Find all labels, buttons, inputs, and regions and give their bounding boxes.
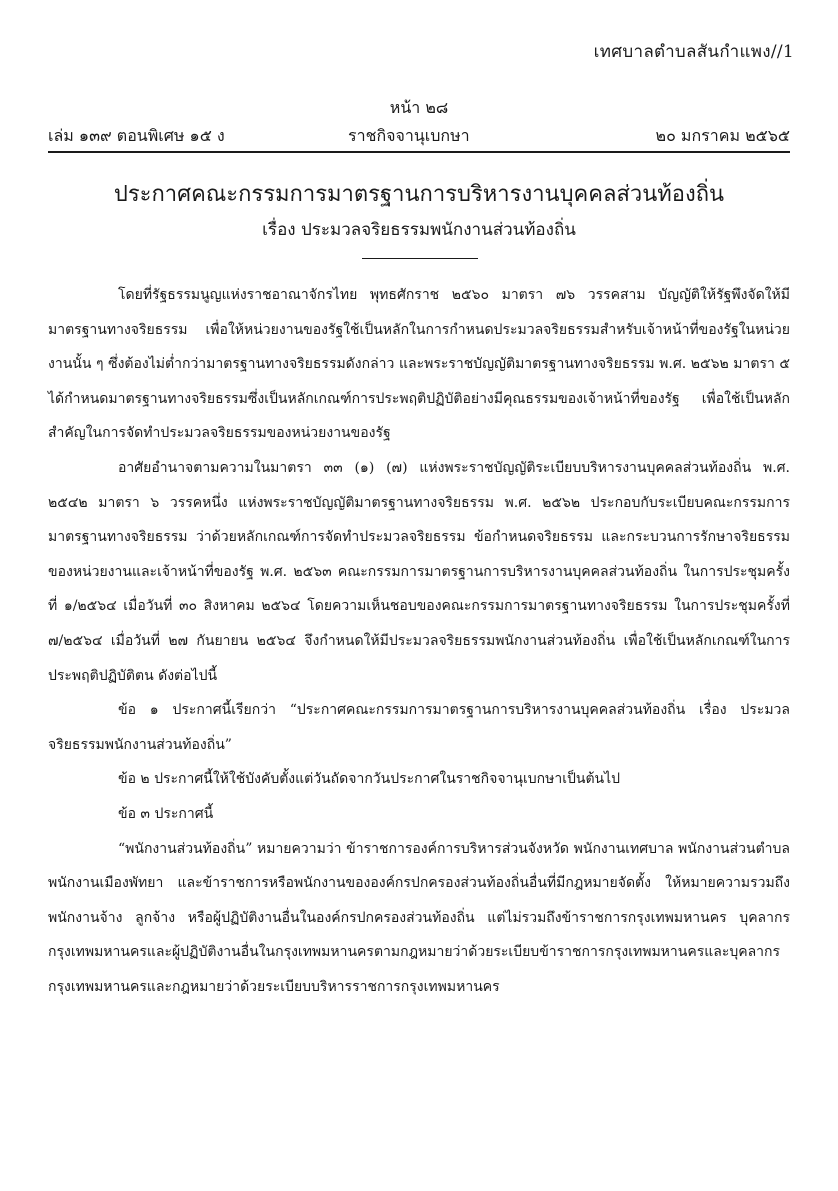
- volume-info: เล่ม ๑๓๙ ตอนพิเศษ ๑๕ ง: [48, 126, 225, 145]
- clause-3: ข้อ ๓ ประกาศนี้: [118, 805, 214, 822]
- announcement-subject: เรื่อง ประมวลจริยธรรมพนักงานส่วนท้องถิ่น: [262, 220, 576, 240]
- clause-2: ข้อ ๒ ประกาศนี้ให้ใช้บังคับตั้งแต่วันถัดจากวันประกาศในราชกิจจานุเบกษาเป็นต้นไป: [118, 771, 621, 788]
- paragraph-authority: อาศัยอำนาจตามความในมาตรา ๓๓ (๑) (๗) แห่งพระราชบัญญัติระเบียบบริหารงานบุคคลส่วนท้องถิ่น พ.ศ. ๒๕๔๒ มาตรา ๖ วรรคหนึ่ง แห่งพระราชบัญญัติมาตรฐานทางจริยธรรม พ.ศ. ๒๕๖๒ ประกอบกับระเบียบคณะกรรมการมาตรฐานทางจริยธรรม ว่าด้วยหลักเกณฑ์การจัดทำประมวลจริยธรรม ข้อกำหนดจริยธรรม และกระบวนการรักษาจริยธรรมของหน่วยงานและเจ้าหน้าที่ของรัฐ พ.ศ. ๒๕๖๓ คณะกรรมการมาตรฐานการบริหารงานบุคคลส่วนท้องถิ่น ในการประชุมครั้งที่ ๑/๒๕๖๔ เมื่อวันที่ ๓๐ สิงหาคม ๒๕๖๔ โดยความเห็นชอบของคณะกรรมการมาตรฐานทางจริยธรรม ในการประชุมครั้งที่ ๗/๒๕๖๔ เมื่อวันที่ ๒๗ กันยายน ๒๕๖๔ จึงกำหนดให้มีประมวลจริยธรรมพนักงานส่วนท้องถิ่น เพื่อใช้เป็นหลักเกณฑ์ในการประพฤติปฏิบัติตน ดังต่อไปนี้: [48, 459, 790, 684]
- announcement-title: ประกาศคณะกรรมการมาตรฐานการบริหารงานบุคคลส่วนท้องถิ่น: [113, 182, 725, 207]
- definition-local-staff: “พนักงานส่วนท้องถิ่น” หมายความว่า ข้าราชการองค์การบริหารส่วนจังหวัด พนักงานเทศบาล พนักงานส่วนตำบล พนักงานเมืองพัทยา และข้าราชการหรือพนักงานขององค์กรปกครองส่วนท้องถิ่นอื่นที่มีกฎหมายจัดตั้ง ให้หมายความรวมถึงพนักงานจ้าง ลูกจ้าง หรือผู้ปฏิบัติงานอื่นในองค์กรปกครองส่วนท้องถิ่น แต่ไม่รวมถึงข้าราชการกรุงเทพมหานคร บุคลากรกรุงเทพมหานครและผู้ปฏิบัติงานอื่นในกรุงเทพมหานครตามกฎหมายว่าด้วยระเบียบข้าราชการกรุงเทพมหานครและบุคลากรกรุงเทพมหานครและกฎหมายว่าด้วยระเบียบบริหารราชการกรุงเทพมหานคร: [48, 840, 790, 995]
- paragraph-preamble: โดยที่รัฐธรรมนูญแห่งราชอาณาจักรไทย พุทธศักราช ๒๕๖๐ มาตรา ๗๖ วรรคสาม บัญญัติให้รัฐพึงจัดให้มีมาตรฐานทางจริยธรรม เพื่อให้หน่วยงานของรัฐใช้เป็นหลักในการกำหนดประมวลจริยธรรมสำหรับเจ้าหน้าที่ของรัฐในหน่วยงานนั้น ๆ ซึ่งต้องไม่ต่ำกว่ามาตรฐานทางจริยธรรมดังกล่าว และพระราชบัญญัติมาตรฐานทางจริยธรรม พ.ศ. ๒๕๖๒ มาตรา ๕ ได้กำหนดมาตรฐานทางจริยธรรมซึ่งเป็นหลักเกณฑ์การประพฤติปฏิบัติอย่างมีคุณธรรมของเจ้าหน้าที่ของรัฐ เพื่อใช้เป็นหลักสำคัญในการจัดทำประมวลจริยธรรมของหน่วยงานของรัฐ: [48, 287, 790, 442]
- publication-name: ราชกิจจานุเบกษา: [348, 126, 470, 145]
- title-underline: [362, 258, 478, 259]
- announcement-body: [48, 278, 790, 1004]
- clause-1: ข้อ ๑ ประกาศนี้เรียกว่า “ประกาศคณะกรรมการมาตรฐานการบริหารงานบุคคลส่วนท้องถิ่น เรื่อง ประมวลจริยธรรมพนักงานส่วนท้องถิ่น”: [48, 702, 790, 753]
- publication-date: ๒๐ มกราคม ๒๕๖๕: [655, 126, 790, 145]
- page-number: หน้า ๒๘: [389, 98, 449, 117]
- header-divider: [48, 151, 790, 153]
- gazette-header: [48, 124, 790, 148]
- office-stamp: เทศบาลตำบลสันกำแพง//1: [593, 42, 794, 62]
